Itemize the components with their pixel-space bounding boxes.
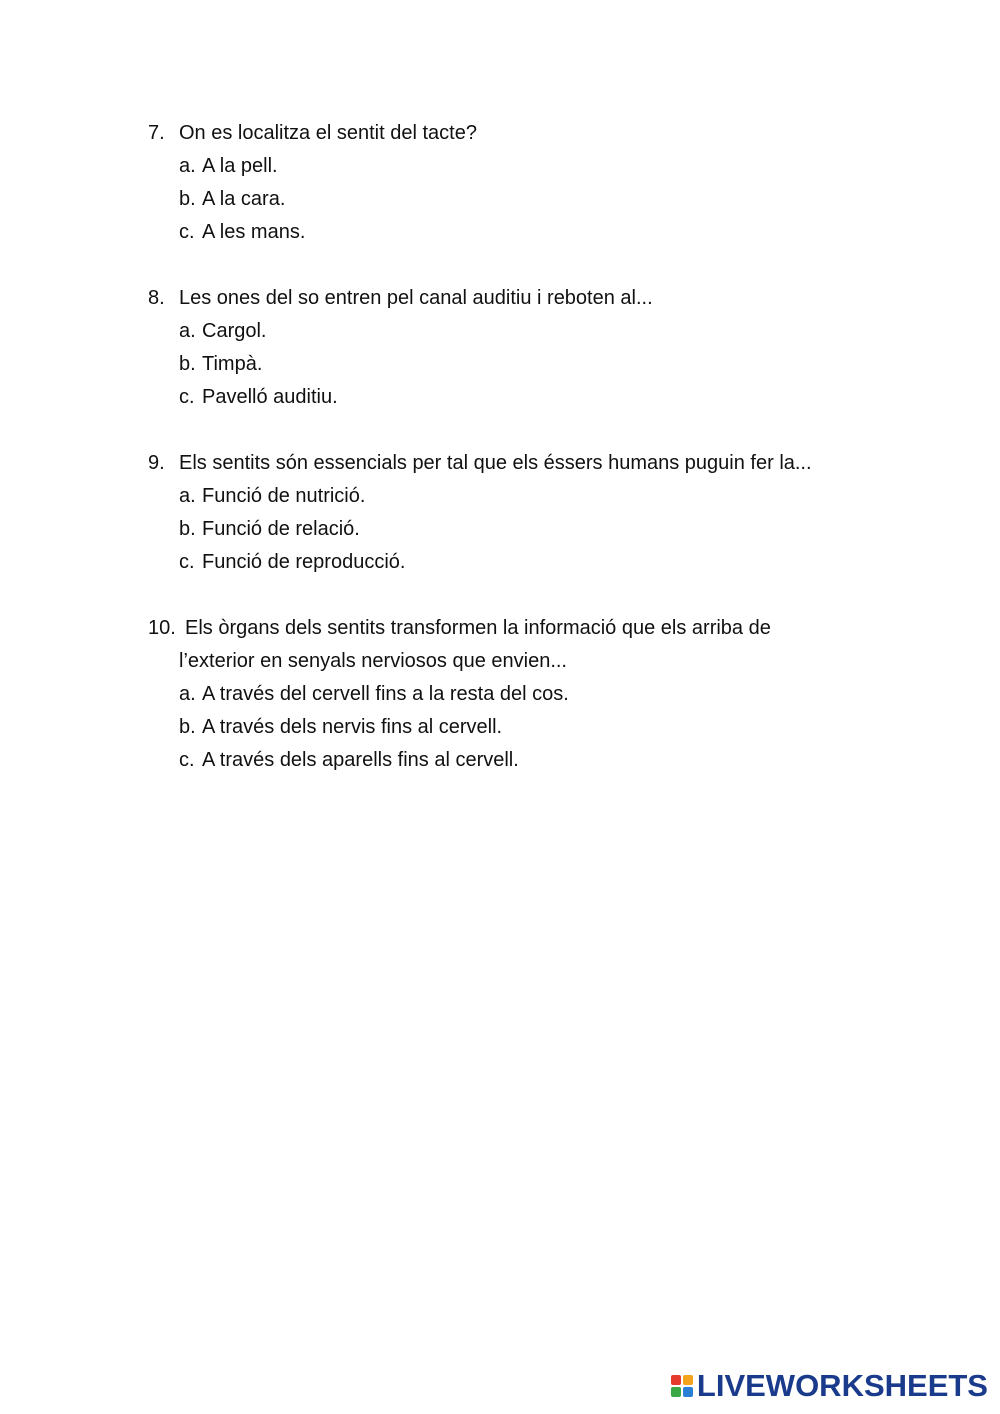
question-number: 10. <box>148 617 176 639</box>
question-10 <box>148 612 771 777</box>
option-letter: c. <box>179 551 195 573</box>
option-a[interactable] <box>148 480 812 513</box>
logo-square-icon <box>671 1375 681 1385</box>
option-text: A través dels aparells fins al cervell. <box>202 749 519 771</box>
option-text: Timpà. <box>202 353 263 375</box>
option-letter: b. <box>179 188 196 210</box>
option-text: A través dels nervis fins al cervell. <box>202 716 503 738</box>
liveworksheets-logo-icon <box>671 1375 693 1397</box>
logo-text: LIVEWORKSHEETS <box>696 1368 988 1403</box>
question-text: On es localitza el sentit del tacte? <box>179 122 477 144</box>
option-c[interactable] <box>148 381 653 414</box>
option-letter: c. <box>179 749 195 771</box>
option-letter: b. <box>179 353 196 375</box>
option-b[interactable] <box>148 183 477 216</box>
option-b[interactable] <box>148 513 812 546</box>
option-text: Funció de relació. <box>202 518 360 540</box>
option-a[interactable] <box>148 678 771 711</box>
option-c[interactable] <box>148 744 771 777</box>
question-text: Els sentits són essencials per tal que els éssers humans puguin fer la... <box>179 452 812 474</box>
option-letter: a. <box>179 683 196 705</box>
question-text: Les ones del so entren pel canal auditiu i reboten al... <box>179 287 653 309</box>
option-text: Cargol. <box>202 320 267 342</box>
option-letter: c. <box>179 221 195 243</box>
option-text: A les mans. <box>202 221 306 243</box>
option-a[interactable] <box>148 150 477 183</box>
question-text-continuation: l’exterior en senyals nerviosos que envien... <box>179 650 567 672</box>
question-line <box>148 117 477 150</box>
option-c[interactable] <box>148 216 477 249</box>
option-letter: c. <box>179 386 195 408</box>
question-text: Els òrgans dels sentits transformen la informació que els arriba de <box>185 617 771 639</box>
option-text: Funció de reproducció. <box>202 551 406 573</box>
question-7 <box>148 117 477 249</box>
option-text: A la cara. <box>202 188 286 210</box>
logo-square-icon <box>683 1387 693 1397</box>
liveworksheets-logo <box>671 1366 988 1406</box>
option-letter: a. <box>179 485 196 507</box>
option-b[interactable] <box>148 348 653 381</box>
option-b[interactable] <box>148 711 771 744</box>
option-letter: a. <box>179 155 196 177</box>
option-c[interactable] <box>148 546 812 579</box>
question-number: 8. <box>148 287 165 309</box>
question-9 <box>148 447 812 579</box>
question-8 <box>148 282 653 414</box>
option-letter: b. <box>179 716 196 738</box>
question-line <box>148 447 812 480</box>
question-number: 7. <box>148 122 165 144</box>
logo-square-icon <box>671 1387 681 1397</box>
option-text: A la pell. <box>202 155 278 177</box>
question-line <box>148 282 653 315</box>
option-text: Pavelló auditiu. <box>202 386 338 408</box>
logo-square-icon <box>683 1375 693 1385</box>
option-a[interactable] <box>148 315 653 348</box>
question-number: 9. <box>148 452 165 474</box>
option-text: Funció de nutrició. <box>202 485 366 507</box>
option-letter: b. <box>179 518 196 540</box>
question-line <box>148 612 771 645</box>
option-letter: a. <box>179 320 196 342</box>
option-text: A través del cervell fins a la resta del cos. <box>202 683 569 705</box>
